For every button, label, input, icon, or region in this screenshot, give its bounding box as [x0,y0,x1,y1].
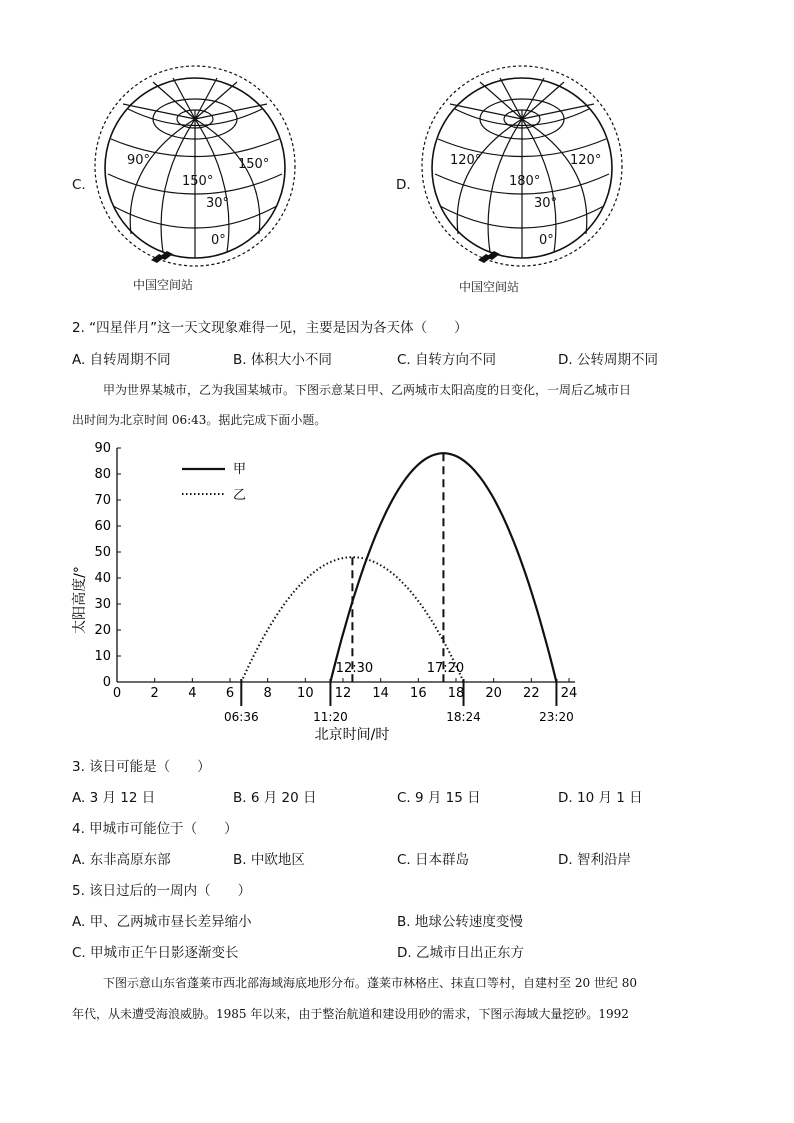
globe-d-station-label: 中国空间站 [459,280,520,294]
x-tick-label: 6 [225,686,235,701]
globe-c-lon-right: 150° [238,157,270,172]
globe-c-station-label: 中国空间站 [133,278,194,292]
noon-time-label: 12:30 [335,661,374,676]
q5-stem: 5. 该日过后的一周内（ ） [72,883,252,899]
noon-time-label: 17:20 [426,661,465,676]
x-tick-label: 2 [150,686,159,701]
sun-time-label: 06:36 [224,710,259,724]
x-tick-label: 14 [372,686,389,701]
q3-option-b: B. 6 月 20 日 [233,790,317,806]
option-d-label: D. [396,177,411,193]
solar-altitude-chart [60,438,600,748]
globe-d-lon-center: 180° [509,174,541,189]
globe-c-lat-eq: 0° [211,233,226,248]
q3-option-a: A. 3 月 12 日 [72,790,156,806]
legend-label-yi: 乙 [233,488,247,503]
x-tick-label: 24 [560,686,578,701]
q2-option-c: C. 自转方向不同 [397,352,497,368]
outro-line-2: 年代，从未遭受海浪威胁。1985 年以来，由于整治航道和建设用砂的需求，下图示海域大量挖砂。1992 [72,1007,629,1021]
legend-label-jia: 甲 [233,462,247,477]
intro-line-1: 甲为世界某城市，乙为我国某城市。下图示意某日甲、乙两城市太阳高度的日变化，一周后乙城市日 [103,383,632,397]
sun-time-label: 11:20 [313,710,348,724]
y-tick-label: 40 [94,571,111,586]
x-tick-label: 22 [523,686,540,701]
q5-option-d: D. 乙城市日出正东方 [397,945,524,961]
globe-c-lat-mid: 30° [206,196,230,211]
q4-option-c: C. 日本群岛 [397,852,470,868]
globe-d-lat-mid: 30° [534,196,558,211]
x-tick-label: 20 [485,686,502,701]
y-tick-label: 60 [94,519,111,534]
x-tick-label: 12 [334,686,352,701]
outro-line-1: 下图示意山东省蓬莱市西北部海域海底地形分布。蓬莱市林格庄、抹直口等村，自建村至 20 世纪 80 [103,976,637,990]
y-tick-label: 0 [102,675,111,690]
globe-d-lat-eq: 0° [539,233,554,248]
q5-option-c: C. 甲城市正午日影逐渐变长 [72,945,239,961]
y-tick-label: 90 [94,441,111,456]
series-jia-curve [330,453,556,682]
x-tick-label: 0 [112,686,122,701]
q3-stem: 3. 该日可能是（ ） [72,759,211,775]
sun-time-label: 23:20 [539,710,574,724]
y-tick-label: 70 [94,493,111,508]
q3-option-d: D. 10 月 1 日 [558,790,643,806]
x-tick-label: 4 [188,686,197,701]
q4-option-b: B. 中欧地区 [233,852,305,868]
x-tick-label: 16 [410,686,427,701]
globe-c-lon-center: 150° [182,174,214,189]
globe-d-lon-right: 120° [570,153,602,168]
q5-option-b: B. 地球公转速度变慢 [397,914,523,930]
x-tick-label: 18 [447,686,465,701]
chart-series [241,453,556,706]
intro-line-2: 出时间为北京时间 06:43。据此完成下面小题。 [72,413,327,427]
option-c-label: C. [72,177,86,193]
globe-c-lon-left: 90° [127,153,151,168]
chart-legend [182,462,246,503]
y-tick-label: 80 [94,467,111,482]
q3-option-c: C. 9 月 15 日 [397,790,481,806]
x-tick-label: 8 [263,686,272,701]
q5-option-a: A. 甲、乙两城市昼长差异缩小 [72,914,252,930]
y-tick-label: 20 [94,623,111,638]
y-tick-label: 30 [94,597,111,612]
globe-d-lon-left: 120° [450,153,482,168]
chart-labels [224,661,574,724]
q2-option-d: D. 公转周期不同 [558,352,658,368]
q4-option-d: D. 智利沿岸 [558,852,631,868]
q2-option-a: A. 自转周期不同 [72,352,171,368]
q2-option-b: B. 体积大小不同 [233,352,332,368]
y-tick-label: 50 [94,545,111,560]
q2-stem: 2. “四星伴月”这一天文现象难得一见，主要是因为各天体（ ） [72,320,468,336]
y-tick-label: 10 [94,649,111,664]
q4-option-a: A. 东非高原东部 [72,852,171,868]
q4-stem: 4. 甲城市可能位于（ ） [72,821,238,837]
x-tick-label: 10 [297,686,314,701]
sun-time-label: 18:24 [446,710,481,724]
chart-y-axis-label: 太阳高度/° [72,566,88,634]
chart-x-axis-label: 北京时间/时 [314,727,390,743]
